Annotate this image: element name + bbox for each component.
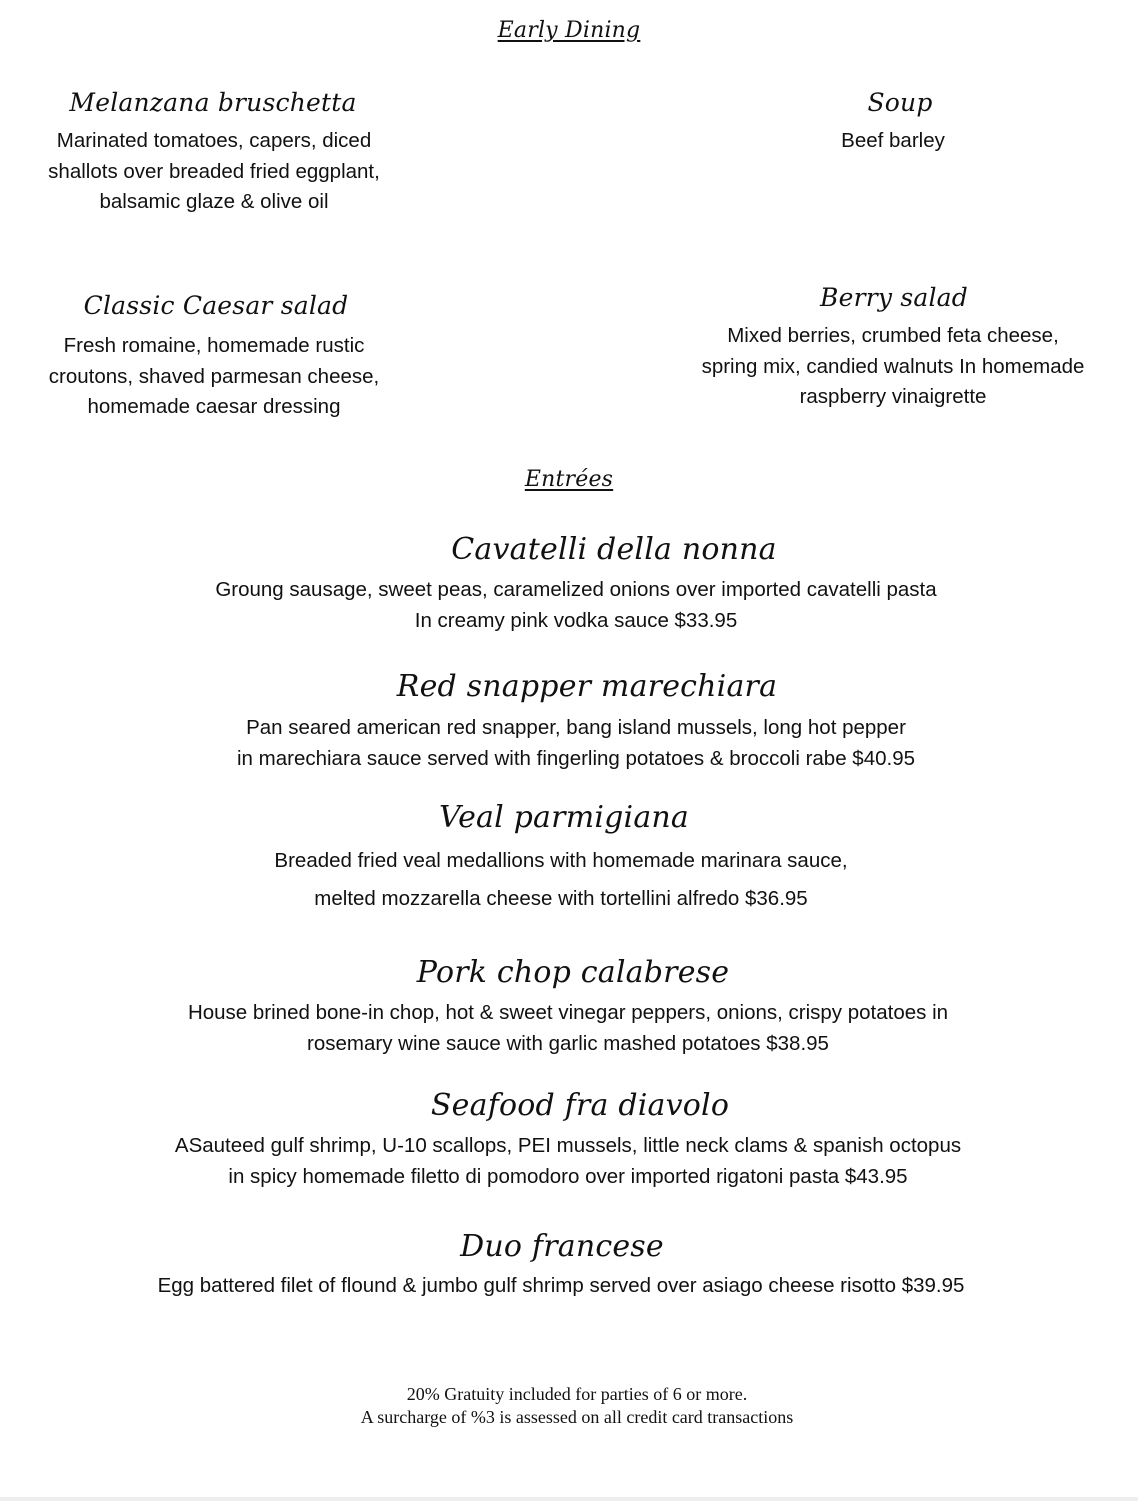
- description-line: croutons, shaved parmesan cheese,: [48, 364, 380, 388]
- early-dining-heading: Early Dining: [497, 18, 641, 43]
- description-line: Egg battered filet of flound & jumbo gulf shrimp served over asiago cheese risotto $39.95: [157, 1274, 965, 1297]
- description-line: homemade caesar dressing: [87, 395, 341, 418]
- gratuity-note: 20% Gratuity included for parties of 6 or more.: [406, 1384, 748, 1404]
- description-line: balsamic glaze & olive oil: [99, 190, 329, 213]
- description-line: rosemary wine sauce with garlic mashed potatoes $38.95: [307, 1031, 829, 1055]
- description-line: House brined bone-in chop, hot & sweet vinegar peppers, onions, crispy potatoes in: [187, 1001, 949, 1024]
- caesar-salad-description: [49, 331, 379, 423]
- description-line: Pan seared american red snapper, bang island mussels, long hot pepper: [246, 716, 906, 739]
- description-line: Mixed berries, crumbed feta cheese,: [727, 324, 1059, 347]
- description-line: Beef barley: [841, 129, 945, 152]
- description-line: Fresh romaine, homemade rustic: [63, 334, 365, 357]
- description-line: Marinated tomatoes, capers, diced: [56, 129, 372, 152]
- description-line: spring mix, candied walnuts In homemade: [701, 354, 1085, 378]
- seafood-fra-diavolo-description: [175, 1131, 961, 1192]
- melanzana-bruschetta-description: [48, 126, 380, 218]
- soup-description: [841, 126, 945, 157]
- duo-francese-description: [158, 1271, 965, 1302]
- berry-salad-title: Berry salad: [820, 283, 968, 312]
- pork-chop-calabrese-description: [188, 998, 948, 1059]
- veal-parmigiana-title: Veal parmigiana: [438, 800, 690, 835]
- soup-title: Soup: [867, 88, 933, 117]
- description-line: In creamy pink vodka sauce $33.95: [414, 608, 738, 632]
- description-line: shallots over breaded fried eggplant,: [48, 159, 380, 183]
- description-line: Breaded fried veal medallions with homemade marinara sauce,: [274, 849, 848, 872]
- description-line: in spicy homemade filetto di pomodoro over imported rigatoni pasta $43.95: [228, 1164, 908, 1188]
- seafood-fra-diavolo-title: Seafood fra diavolo: [430, 1088, 730, 1123]
- description-line: raspberry vinaigrette: [799, 385, 987, 408]
- page-bottom-edge: [0, 1497, 1138, 1501]
- description-line: in marechiara sauce served with fingerling potatoes & broccoli rabe $40.95: [236, 746, 916, 770]
- entrees-heading: Entrées: [524, 467, 614, 492]
- berry-salad-description: [702, 321, 1085, 413]
- red-snapper-marechiara-title: Red snapper marechiara: [396, 669, 778, 704]
- melanzana-bruschetta-title: Melanzana bruschetta: [69, 88, 357, 117]
- description-line: melted mozzarella cheese with tortellini alfredo $36.95: [314, 887, 808, 910]
- red-snapper-marechiara-description: [237, 713, 915, 774]
- duo-francese-title: Duo francese: [460, 1229, 664, 1264]
- caesar-salad-title: Classic Caesar salad: [83, 291, 349, 320]
- surcharge-note: A surcharge of %3 is assessed on all credit card transactions: [360, 1407, 794, 1427]
- veal-parmigiana-description: [274, 842, 847, 918]
- cavatelli-della-nonna-description: [215, 575, 936, 636]
- footer-note: [361, 1383, 794, 1429]
- description-line: ASauteed gulf shrimp, U-10 scallops, PEI mussels, little neck clams & spanish octopus: [174, 1134, 962, 1157]
- pork-chop-calabrese-title: Pork chop calabrese: [416, 955, 730, 990]
- description-line: Groung sausage, sweet peas, caramelized onions over imported cavatelli pasta: [215, 578, 937, 601]
- cavatelli-della-nonna-title: Cavatelli della nonna: [451, 532, 777, 567]
